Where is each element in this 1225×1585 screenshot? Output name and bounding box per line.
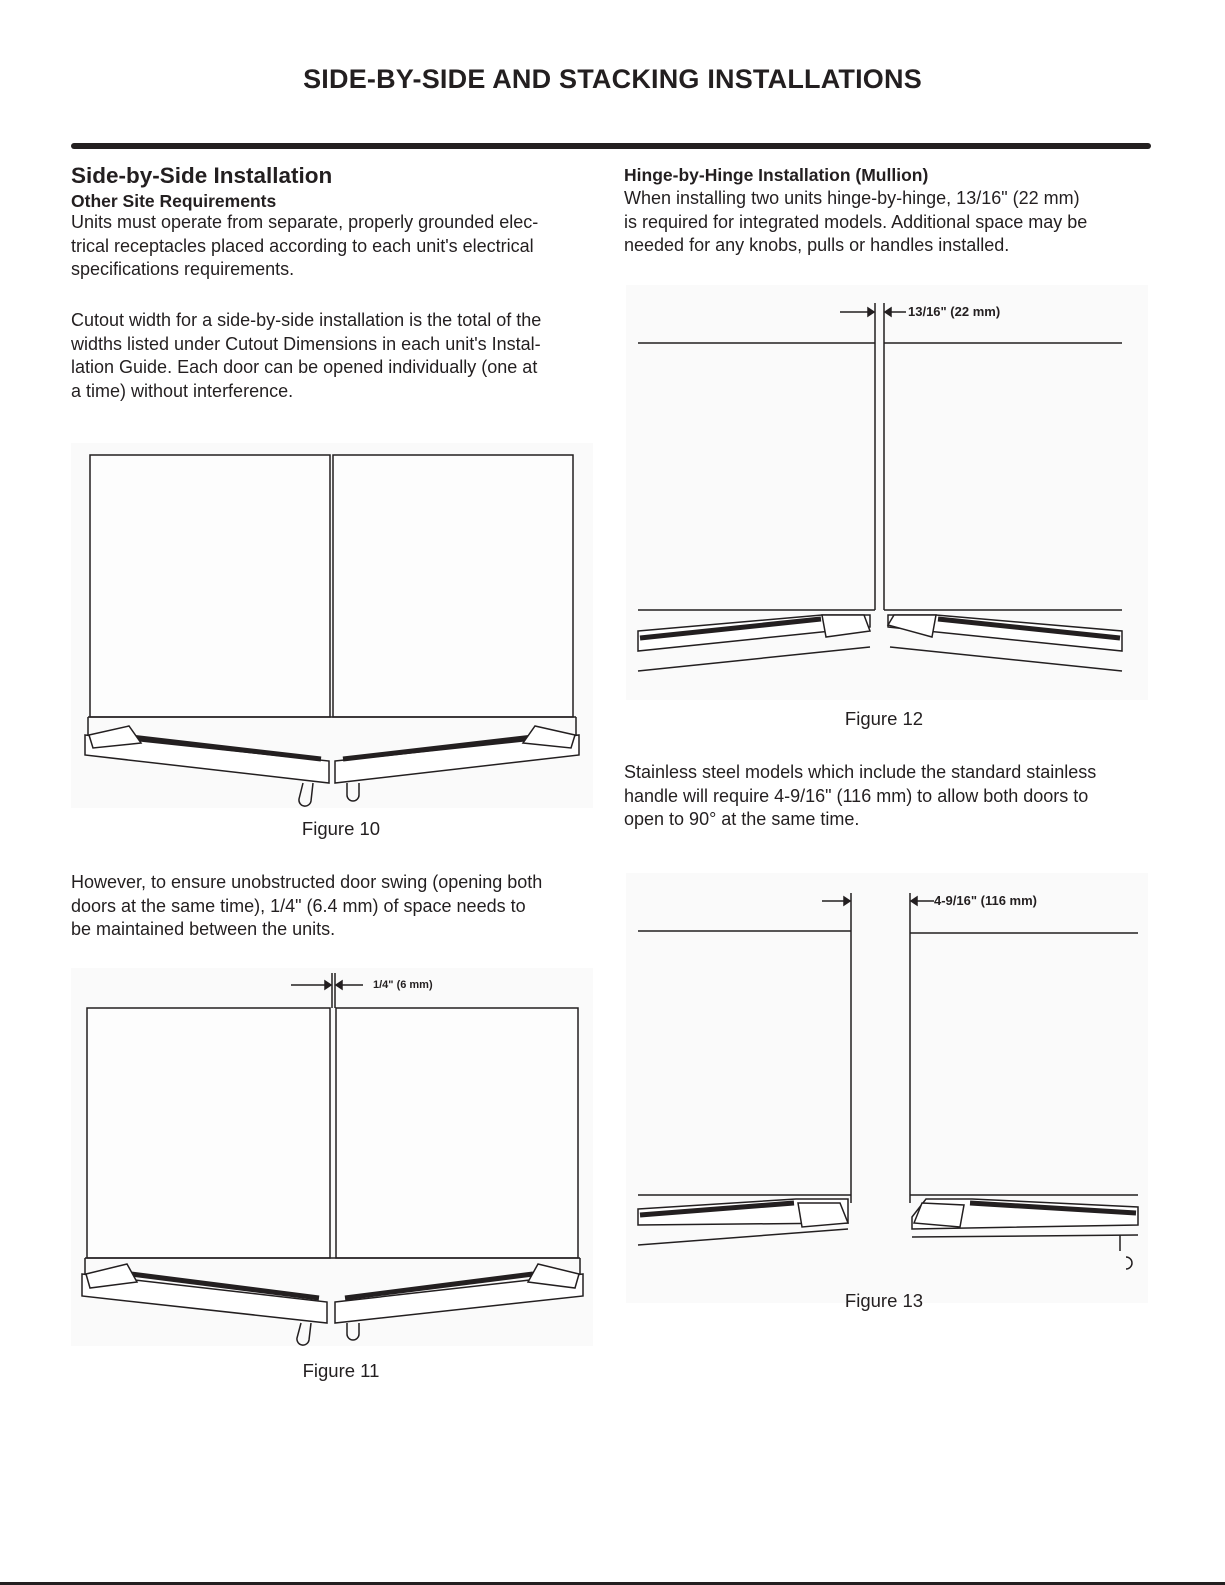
text-line: a time) without interference. — [71, 380, 294, 401]
figure-13-caption: Figure 13 — [844, 1290, 924, 1311]
site-requirements-paragraph — [71, 211, 611, 282]
figure-10-caption: Figure 10 — [301, 818, 381, 839]
text-line: handle will require 4-9/16" (116 mm) to allow both doors to — [624, 785, 1089, 806]
side-by-side-heading: Side-by-Side Installation — [71, 163, 333, 188]
header-rule — [71, 143, 1151, 149]
text-line: widths listed under Cutout Dimensions in each unit's Instal- — [71, 333, 541, 354]
text-line: specifications requirements. — [71, 259, 295, 280]
text-line: open to 90° at the same time. — [624, 809, 860, 830]
text-line: needed for any knobs, pulls or handles installed. — [624, 235, 1010, 256]
text-line: Units must operate from separate, properly grounded elec- — [71, 212, 539, 232]
text-line: Stainless steel models which include the standard stainless — [624, 762, 1097, 782]
text-line: is required for integrated models. Additional space may be — [624, 211, 1088, 232]
figure-12-caption: Figure 12 — [844, 708, 924, 729]
other-site-requirements-heading: Other Site Requirements — [71, 191, 277, 211]
text-line: However, to ensure unobstructed door swing (opening both — [71, 872, 543, 892]
text-line: lation Guide. Each door can be opened individually (one at — [71, 357, 538, 378]
figure-11-caption: Figure 11 — [302, 1360, 380, 1381]
text-line: be maintained between the units. — [71, 919, 336, 940]
text-line: doors at the same time), 1/4" (6.4 mm) of space needs to — [71, 895, 526, 916]
cutout-width-paragraph — [71, 309, 611, 403]
text-line: trical receptacles placed according to each unit's electrical — [71, 235, 534, 256]
text-line: Cutout width for a side-by-side installation is the total of the — [71, 310, 542, 330]
text-line: When installing two units hinge-by-hinge, 13/16" (22 mm) — [624, 188, 1080, 208]
hinge-by-hinge-paragraph — [624, 187, 1169, 258]
figure-11-illustration — [71, 968, 593, 1346]
door-swing-paragraph — [71, 871, 616, 942]
page-title: SIDE-BY-SIDE AND STACKING INSTALLATIONS — [303, 64, 922, 94]
figure-13-illustration — [626, 873, 1148, 1303]
figure-11-dimension-label: 1/4" (6 mm) — [373, 979, 433, 991]
stainless-steel-paragraph — [624, 761, 1169, 832]
figure-12-dimension-label: 13/16" (22 mm) — [908, 304, 1001, 319]
figure-10-illustration — [71, 443, 593, 808]
figure-13-dimension-label: 4-9/16" (116 mm) — [934, 893, 1037, 908]
hinge-by-hinge-heading: Hinge-by-Hinge Installation (Mullion) — [624, 165, 929, 185]
figure-12-illustration — [626, 285, 1148, 700]
